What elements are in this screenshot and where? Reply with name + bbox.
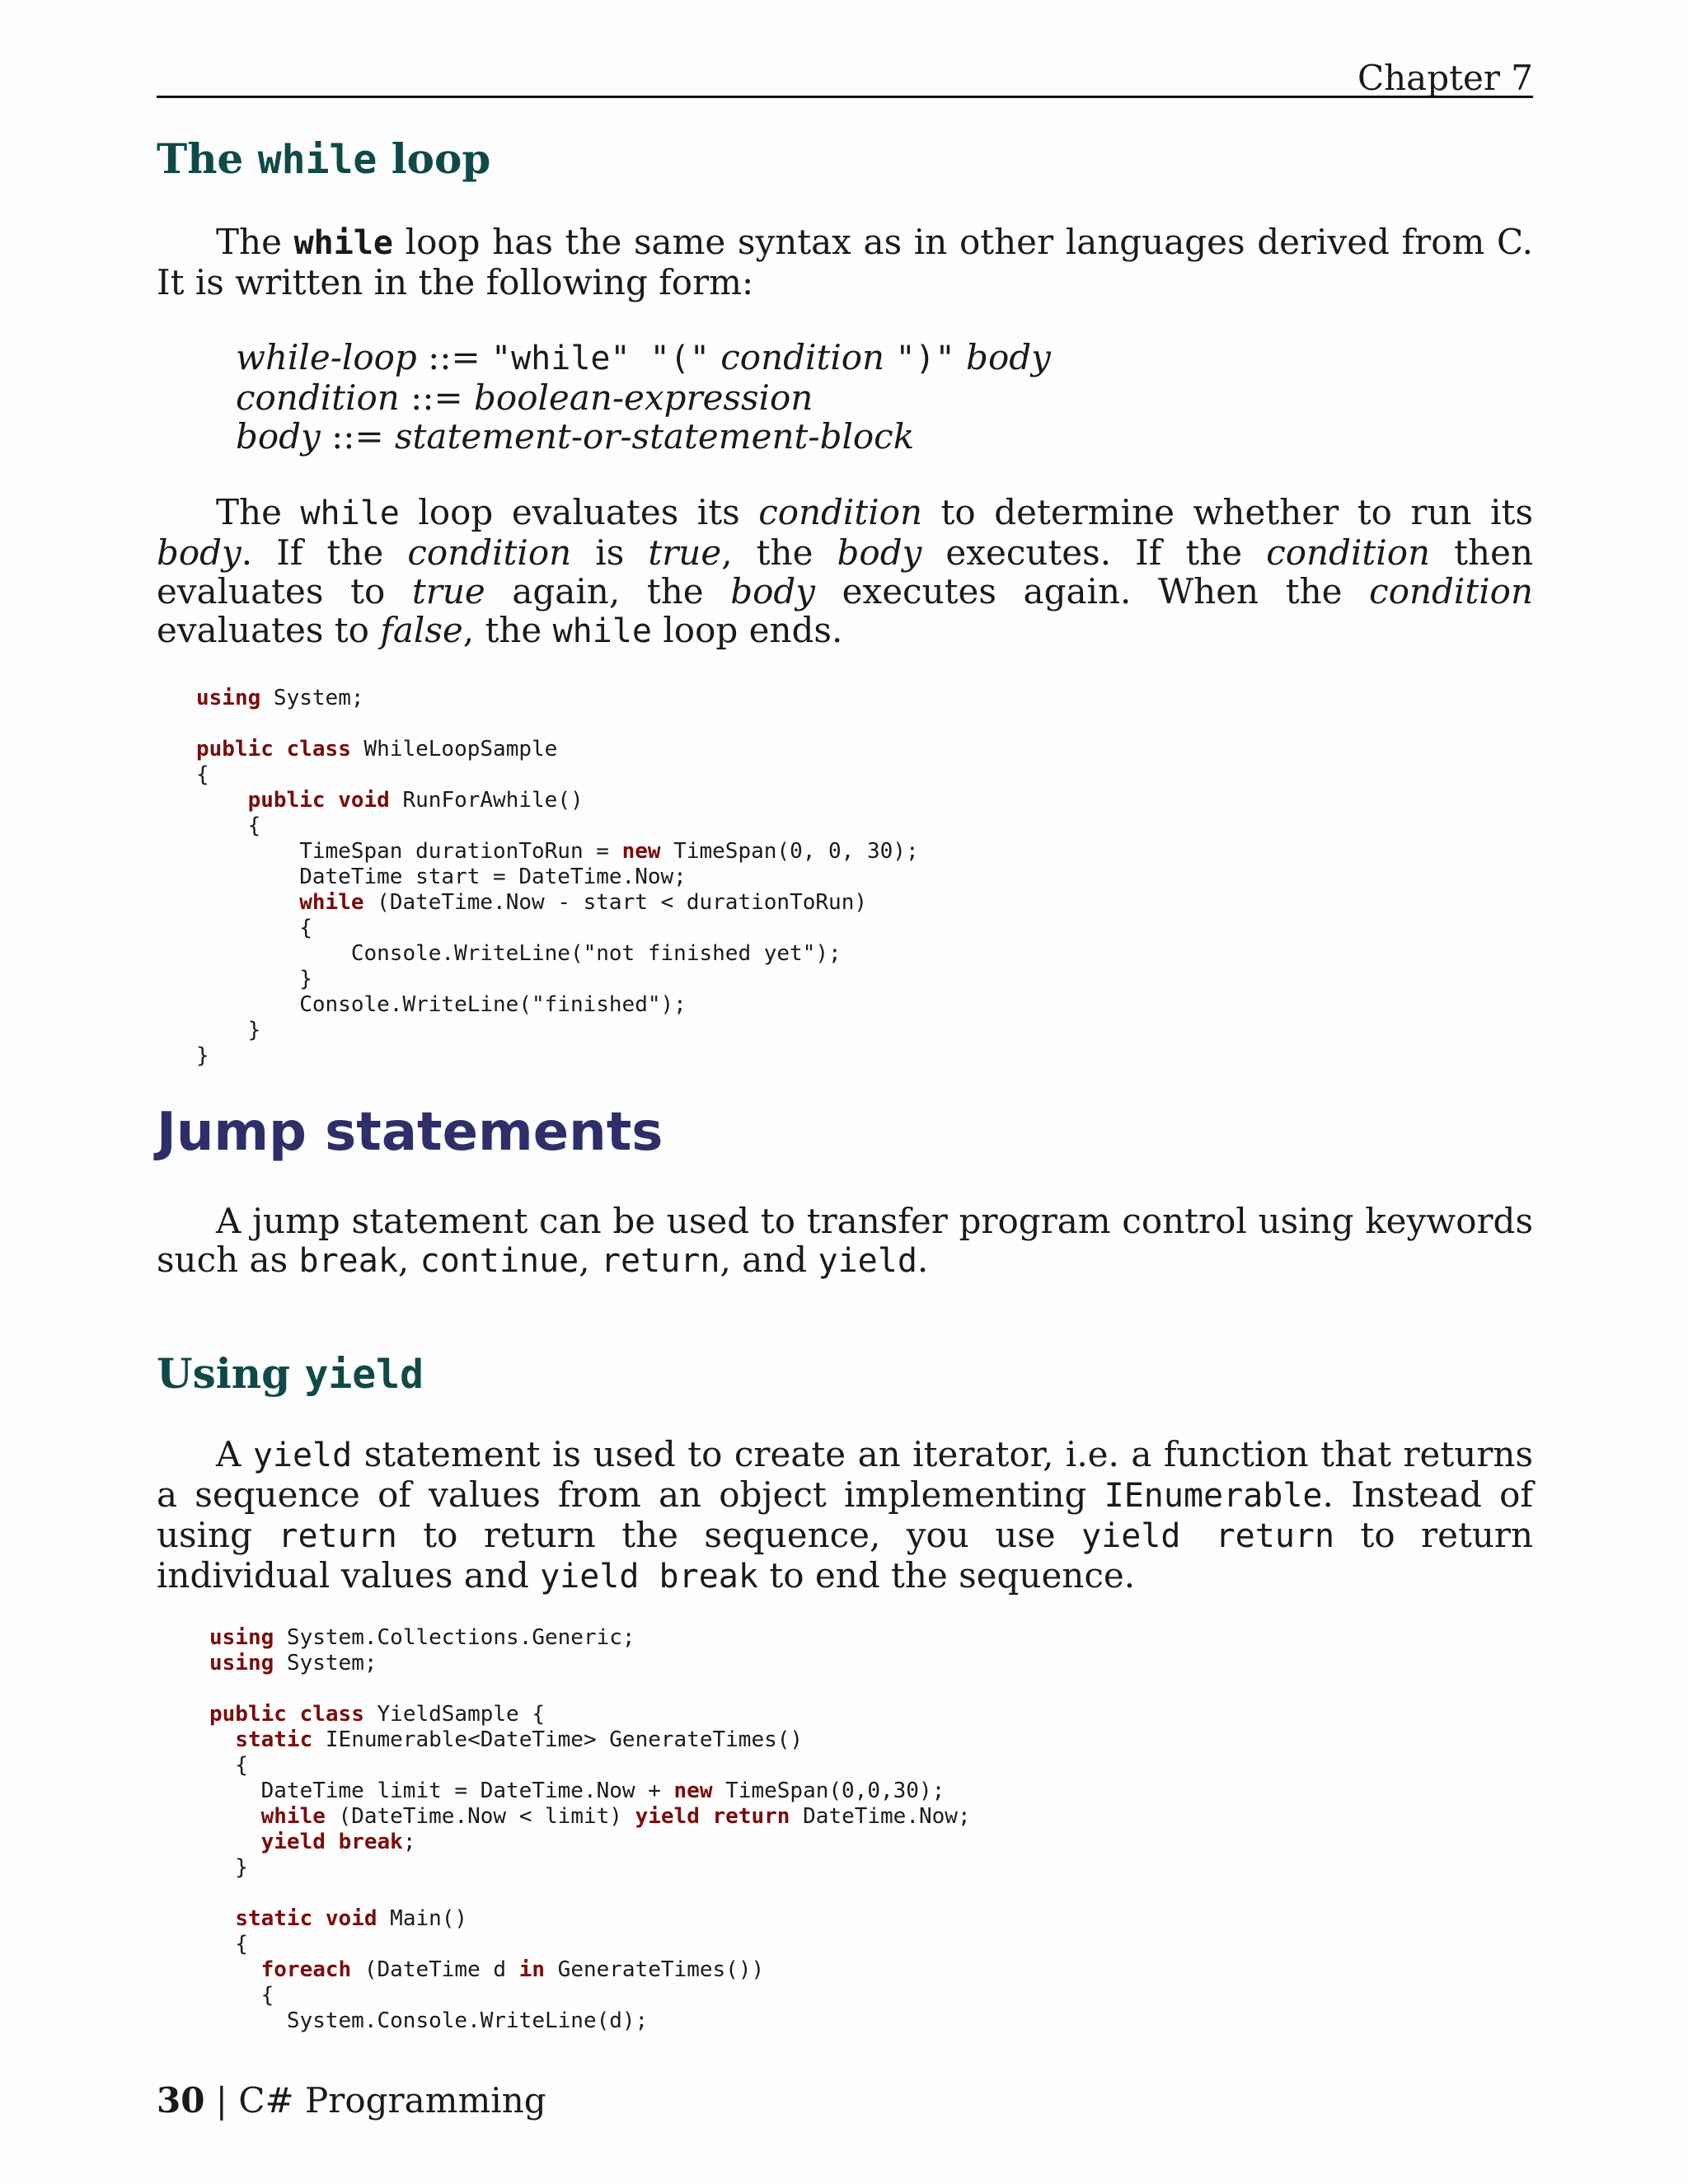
code-keyword: void (338, 788, 390, 813)
heading-while-pre: The (157, 134, 258, 183)
code-text: } (196, 1043, 209, 1068)
code-text (326, 788, 339, 813)
text: loop evaluates its (399, 492, 759, 532)
grammar-term: condition (709, 337, 896, 377)
text: to return individual values and (157, 1515, 1534, 1596)
text: , the (721, 532, 837, 573)
inline-code: yield (252, 1436, 353, 1474)
code-text: { (196, 813, 261, 838)
code-keyword: in (518, 1957, 546, 1982)
code-keyword: new (673, 1779, 713, 1803)
code-text: } (196, 1018, 261, 1043)
heading-yield-pre: Using (157, 1349, 305, 1398)
text: to end the sequence. (757, 1555, 1136, 1596)
code-line (209, 1804, 971, 1830)
emphasis: false (380, 610, 463, 650)
code-text: System.Collections.Generic; (274, 1625, 635, 1650)
grammar-term: while-loop (236, 337, 417, 377)
emphasis: body (837, 532, 922, 573)
text: loop ends. (652, 610, 843, 650)
code-line (209, 1983, 971, 2008)
code-keyword: while (299, 890, 364, 915)
grammar-op: ::= (320, 416, 395, 457)
emphasis: true (411, 571, 485, 612)
grammar-term: body (954, 337, 1051, 377)
code-text: Console.WriteLine("not finished yet"); (196, 941, 842, 966)
code-text: (DateTime d (351, 1957, 519, 1982)
grammar-line-body (236, 417, 1051, 456)
code-line (209, 1830, 971, 1855)
text: , (397, 1240, 420, 1280)
code-keyword: class (286, 737, 351, 762)
code-text (209, 1906, 235, 1931)
text: to return the sequence, you use (396, 1515, 1082, 1555)
code-text: System; (274, 1651, 377, 1675)
code-keyword: using (209, 1625, 274, 1650)
code-text (196, 890, 299, 915)
code-text: DateTime limit = DateTime.Now + (209, 1779, 674, 1803)
code-line (196, 992, 919, 1018)
code-line (196, 813, 919, 839)
code-line (196, 916, 919, 941)
inline-code: return (278, 1517, 397, 1555)
while-code-listing (196, 686, 919, 1069)
grammar-op: ::= (399, 377, 475, 418)
code-line (209, 1625, 971, 1651)
code-text: IEnumerable<DateTime> GenerateTimes() (312, 1727, 804, 1752)
inline-code: while (552, 612, 653, 650)
code-text: DateTime start = DateTime.Now; (196, 865, 687, 889)
grammar-literal: ")" (895, 340, 955, 377)
code-line (209, 2008, 971, 2034)
code-text: System.Console.WriteLine(d); (209, 2008, 649, 2033)
heading-while-post: loop (377, 134, 491, 183)
code-text (209, 1957, 261, 1982)
emphasis: body (157, 532, 241, 573)
code-line (196, 762, 919, 788)
code-line (196, 941, 919, 967)
inline-code: yield break (540, 1558, 758, 1596)
code-text: { (209, 1932, 248, 1957)
code-keyword: public (196, 737, 274, 762)
code-keyword: return (712, 1804, 790, 1829)
running-header: Chapter 7 (1357, 58, 1533, 98)
code-text: RunForAwhile() (389, 788, 584, 813)
code-keyword: new (621, 839, 661, 864)
inline-code: break (298, 1242, 398, 1280)
code-line (196, 967, 919, 992)
code-text (326, 1830, 339, 1854)
code-text: System; (260, 686, 364, 710)
code-keyword: while (260, 1804, 326, 1829)
text: then evaluates to (157, 532, 1534, 612)
emphasis: condition (758, 492, 923, 532)
code-line (209, 1753, 971, 1779)
grammar-op: ::= (416, 337, 492, 377)
text: The (216, 222, 294, 262)
code-keyword: void (325, 1906, 377, 1931)
text: executes. If the (921, 532, 1267, 573)
book-title: C# Programming (238, 2080, 546, 2121)
text: A jump statement can be used to transfer program control using keywords such as (157, 1201, 1533, 1280)
inline-code: yield (818, 1242, 917, 1280)
page (157, 0, 1533, 2184)
code-text: { (209, 1753, 248, 1778)
grammar-term: condition (236, 377, 400, 418)
grammar-line-while-loop (236, 338, 1051, 378)
emphasis: condition (1369, 571, 1533, 612)
text: A (216, 1434, 253, 1474)
inline-code: while (293, 224, 394, 262)
code-line (209, 1779, 971, 1804)
code-text: { (209, 1983, 274, 2008)
code-line (209, 1881, 971, 1906)
code-text (209, 1804, 261, 1829)
code-text: WhileLoopSample (350, 737, 558, 762)
heading-using-yield (157, 1349, 424, 1399)
emphasis: condition (407, 532, 572, 573)
code-line (196, 737, 919, 762)
page-number: 30 (157, 2080, 205, 2121)
code-text: TimeSpan(0,0,30); (712, 1779, 945, 1803)
inline-code: while (300, 494, 400, 532)
code-keyword: public (209, 1702, 287, 1727)
code-line (196, 711, 919, 737)
inline-code: yield return (1081, 1517, 1335, 1555)
text: statement is used to create an iterator, i.e. a function that returns a sequence of values from an object implementing (157, 1434, 1534, 1515)
code-text: TimeSpan durationToRun = (196, 839, 622, 864)
yield-code-listing (209, 1625, 971, 2034)
code-text: Main() (377, 1906, 468, 1931)
header-rule (157, 96, 1533, 98)
code-text: { (196, 762, 209, 787)
code-keyword: static (235, 1906, 313, 1931)
emphasis: body (730, 571, 816, 612)
text: . If the (241, 532, 408, 573)
text: executes again. When the (815, 571, 1370, 612)
heading-yield-code: yield (304, 1352, 424, 1398)
code-line (209, 1932, 971, 1957)
text: The (216, 492, 301, 532)
code-keyword: foreach (260, 1957, 352, 1982)
emphasis: condition (1266, 532, 1431, 573)
text: loop has the same syntax as in other languages derived from C. It is written in the following form: (157, 222, 1533, 302)
code-keyword: static (235, 1727, 313, 1752)
text: , (579, 1240, 601, 1280)
heading-jump-statements: Jump statements (157, 1102, 663, 1163)
yield-paragraph (157, 1435, 1533, 1596)
code-keyword: using (196, 686, 261, 710)
heading-while-loop (157, 134, 490, 185)
emphasis: true (648, 532, 722, 573)
page-footer (157, 2079, 546, 2123)
code-text: GenerateTimes()) (545, 1957, 765, 1982)
code-keyword: break (338, 1830, 403, 1854)
text: to determine whether to run its (922, 492, 1533, 532)
footer-separator: | (204, 2080, 239, 2121)
code-keyword: using (209, 1651, 274, 1675)
grammar-term: body (236, 416, 321, 457)
code-text: (DateTime.Now < limit) (325, 1804, 635, 1829)
code-line (209, 1702, 971, 1727)
code-text: (DateTime.Now - start < durationToRun) (363, 890, 867, 915)
grammar-term: boolean-expression (474, 377, 814, 418)
code-text (700, 1804, 713, 1829)
code-text (209, 1830, 261, 1854)
code-line (209, 1727, 971, 1753)
code-line (209, 1676, 971, 1702)
text: again, the (485, 571, 731, 612)
code-line (196, 686, 919, 711)
code-keyword: class (299, 1702, 364, 1727)
grammar-literal: "while" (491, 340, 631, 377)
grammar-literal: "(" (630, 340, 710, 377)
text: . (917, 1240, 929, 1280)
code-text (209, 1727, 235, 1752)
code-text (312, 1906, 326, 1931)
code-line (209, 1906, 971, 1932)
while-grammar (236, 338, 1051, 456)
text: , the (462, 610, 553, 650)
code-line (196, 890, 919, 916)
code-line (196, 1043, 919, 1069)
code-text: YieldSample { (363, 1702, 546, 1727)
inline-code: continue (420, 1242, 579, 1280)
grammar-line-condition (236, 378, 1051, 417)
heading-while-code: while (257, 137, 377, 183)
while-explain-paragraph (157, 493, 1533, 651)
code-line (196, 839, 919, 865)
text: evaluates to (157, 610, 381, 650)
code-keyword: yield (635, 1804, 700, 1829)
while-intro-paragraph (157, 223, 1533, 302)
code-text: { (196, 916, 312, 940)
code-line (196, 1018, 919, 1043)
text: . Instead of using (157, 1474, 1533, 1555)
code-line (209, 1855, 971, 1881)
grammar-term: statement-or-statement-block (395, 416, 915, 457)
code-text: ; (402, 1830, 416, 1854)
code-line (209, 1651, 971, 1676)
code-text: } (196, 967, 312, 991)
code-keyword: public (247, 788, 326, 813)
code-text (274, 737, 287, 762)
inline-code: return (600, 1242, 720, 1280)
code-line (209, 1957, 971, 1983)
text: , and (720, 1240, 818, 1280)
code-keyword: yield (260, 1830, 326, 1854)
code-line (196, 788, 919, 813)
code-text: } (209, 1855, 248, 1880)
code-text: TimeSpan(0, 0, 30); (660, 839, 919, 864)
code-text (196, 788, 248, 813)
code-text: DateTime.Now; (790, 1804, 971, 1829)
code-text: Console.WriteLine("finished"); (196, 992, 687, 1017)
code-text (287, 1702, 300, 1727)
code-line (196, 865, 919, 890)
inline-code: IEnumerable (1104, 1477, 1323, 1515)
jump-paragraph (157, 1202, 1533, 1281)
text: is (571, 532, 649, 573)
